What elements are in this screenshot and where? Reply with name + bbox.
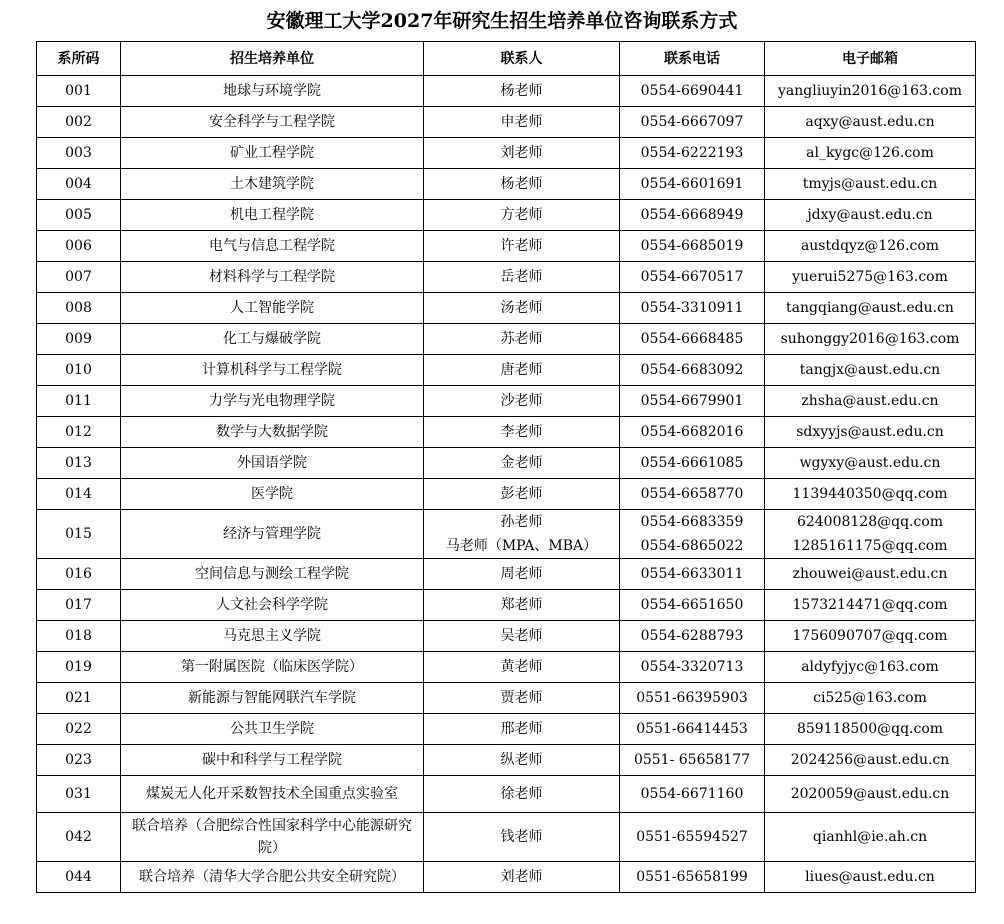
header-email: 电子邮箱 [765, 42, 976, 76]
cell-phone: 0554-6690441 [620, 76, 765, 107]
cell-phone-line: 0554-6865022 [640, 538, 744, 554]
cell-unit: 矿业工程学院 [121, 138, 424, 169]
cell-unit: 地球与环境学院 [121, 76, 424, 107]
cell-unit: 土木建筑学院 [121, 169, 424, 200]
cell-code: 013 [37, 448, 121, 479]
cell-unit: 新能源与智能网联汽车学院 [121, 683, 424, 714]
contact-table [36, 41, 976, 893]
cell-unit: 空间信息与测绘工程学院 [121, 559, 424, 590]
cell-contact: 许老师 [424, 231, 620, 262]
table-row [37, 355, 976, 386]
cell-phone: 0554-6679901 [620, 386, 765, 417]
cell-unit: 经济与管理学院 [121, 510, 424, 559]
cell-email: tangjx@aust.edu.cn [765, 355, 976, 386]
cell-phone: 0554-6668949 [620, 200, 765, 231]
cell-email: aldyfyjyc@163.com [765, 652, 976, 683]
cell-unit: 化工与爆破学院 [121, 324, 424, 355]
cell-contact: 李老师 [424, 417, 620, 448]
cell-code: 002 [37, 107, 121, 138]
cell-email: zhsha@aust.edu.cn [765, 386, 976, 417]
table-row [37, 479, 976, 510]
table-header-row [37, 42, 976, 76]
cell-code: 006 [37, 231, 121, 262]
cell-code: 023 [37, 745, 121, 776]
table-row [37, 200, 976, 231]
cell-code: 022 [37, 714, 121, 745]
cell-contact: 刘老师 [424, 138, 620, 169]
cell-email: 1756090707@qq.com [765, 621, 976, 652]
cell-email: suhonggy2016@163.com [765, 324, 976, 355]
cell-phone [620, 510, 765, 559]
cell-contact: 刘老师 [424, 862, 620, 893]
table-row [37, 776, 976, 813]
cell-phone: 0554-6288793 [620, 621, 765, 652]
cell-unit: 医学院 [121, 479, 424, 510]
cell-email: tangqiang@aust.edu.cn [765, 293, 976, 324]
cell-phone: 0554-6661085 [620, 448, 765, 479]
table-row [37, 862, 976, 893]
cell-phone: 0554-6685019 [620, 231, 765, 262]
cell-contact: 吴老师 [424, 621, 620, 652]
cell-code: 017 [37, 590, 121, 621]
cell-contact: 周老师 [424, 559, 620, 590]
cell-code: 004 [37, 169, 121, 200]
cell-unit: 电气与信息工程学院 [121, 231, 424, 262]
cell-email: 859118500@qq.com [765, 714, 976, 745]
header-phone: 联系电话 [620, 42, 765, 76]
cell-unit: 联合培养（合肥综合性国家科学中心能源研究院） [121, 813, 424, 862]
cell-code: 015 [37, 510, 121, 559]
table-row [37, 293, 976, 324]
cell-email [765, 510, 976, 559]
cell-phone: 0554-6683092 [620, 355, 765, 386]
cell-unit: 联合培养（清华大学合肥公共安全研究院） [121, 862, 424, 893]
cell-contact: 贾老师 [424, 683, 620, 714]
cell-email: al_kygc@126.com [765, 138, 976, 169]
cell-code: 008 [37, 293, 121, 324]
table-row [37, 510, 976, 559]
cell-email: 1573214471@qq.com [765, 590, 976, 621]
cell-unit: 计算机科学与工程学院 [121, 355, 424, 386]
cell-contact: 杨老师 [424, 169, 620, 200]
cell-email: austdqyz@126.com [765, 231, 976, 262]
cell-contact: 钱老师 [424, 813, 620, 862]
header-unit: 招生培养单位 [121, 42, 424, 76]
cell-email: qianhl@ie.ah.cn [765, 813, 976, 862]
cell-unit: 碳中和科学与工程学院 [121, 745, 424, 776]
cell-unit: 力学与光电物理学院 [121, 386, 424, 417]
cell-contact: 唐老师 [424, 355, 620, 386]
cell-email: tmyjs@aust.edu.cn [765, 169, 976, 200]
cell-email: 2020059@aust.edu.cn [765, 776, 976, 813]
table-row [37, 621, 976, 652]
cell-contact: 彭老师 [424, 479, 620, 510]
cell-contact: 金老师 [424, 448, 620, 479]
cell-phone: 0554-6670517 [620, 262, 765, 293]
cell-contact: 纵老师 [424, 745, 620, 776]
cell-email: liues@aust.edu.cn [765, 862, 976, 893]
cell-contact-line: 孙老师 [500, 514, 543, 530]
cell-email: jdxy@aust.edu.cn [765, 200, 976, 231]
cell-code: 042 [37, 813, 121, 862]
cell-email: yangliuyin2016@163.com [765, 76, 976, 107]
cell-phone: 0554-6668485 [620, 324, 765, 355]
cell-code: 019 [37, 652, 121, 683]
cell-contact: 郑老师 [424, 590, 620, 621]
table-row [37, 138, 976, 169]
cell-code: 001 [37, 76, 121, 107]
cell-contact: 沙老师 [424, 386, 620, 417]
cell-email-line: 1285161175@qq.com [792, 538, 948, 554]
cell-phone: 0554-6651650 [620, 590, 765, 621]
cell-contact: 邢老师 [424, 714, 620, 745]
cell-contact: 苏老师 [424, 324, 620, 355]
table-row [37, 448, 976, 479]
cell-contact: 方老师 [424, 200, 620, 231]
cell-email: ci525@163.com [765, 683, 976, 714]
table-body [37, 76, 976, 893]
cell-phone: 0551-65658199 [620, 862, 765, 893]
table-row [37, 324, 976, 355]
cell-unit: 数学与大数据学院 [121, 417, 424, 448]
page-title: 安徽理工大学2027年研究生招生培养单位咨询联系方式 [266, 10, 738, 32]
cell-phone: 0551-65594527 [620, 813, 765, 862]
table-row [37, 590, 976, 621]
cell-contact: 岳老师 [424, 262, 620, 293]
cell-phone: 0551-66395903 [620, 683, 765, 714]
table-row [37, 652, 976, 683]
cell-email: wgyxy@aust.edu.cn [765, 448, 976, 479]
cell-unit: 人文社会科学学院 [121, 590, 424, 621]
table-row [37, 386, 976, 417]
cell-code: 016 [37, 559, 121, 590]
cell-phone: 0554-6601691 [620, 169, 765, 200]
cell-phone: 0554-6667097 [620, 107, 765, 138]
cell-code: 014 [37, 479, 121, 510]
table-row [37, 169, 976, 200]
cell-phone: 0554-6658770 [620, 479, 765, 510]
cell-unit: 煤炭无人化开采数智技术全国重点实验室 [121, 776, 424, 813]
cell-code: 007 [37, 262, 121, 293]
cell-email: 1139440350@qq.com [765, 479, 976, 510]
cell-code: 012 [37, 417, 121, 448]
cell-email: yuerui5275@163.com [765, 262, 976, 293]
table-row [37, 107, 976, 138]
cell-code: 044 [37, 862, 121, 893]
table-row [37, 813, 976, 862]
table-row [37, 745, 976, 776]
table-row [37, 262, 976, 293]
cell-unit: 马克思主义学院 [121, 621, 424, 652]
cell-unit: 第一附属医院（临床医学院） [121, 652, 424, 683]
cell-unit: 材料科学与工程学院 [121, 262, 424, 293]
cell-email: 2024256@aust.edu.cn [765, 745, 976, 776]
cell-email: aqxy@aust.edu.cn [765, 107, 976, 138]
cell-phone: 0554-6682016 [620, 417, 765, 448]
cell-phone: 0554-3310911 [620, 293, 765, 324]
cell-contact: 申老师 [424, 107, 620, 138]
cell-code: 009 [37, 324, 121, 355]
table-row [37, 714, 976, 745]
cell-phone: 0554-6222193 [620, 138, 765, 169]
cell-phone: 0551-66414453 [620, 714, 765, 745]
cell-code: 010 [37, 355, 121, 386]
cell-code: 021 [37, 683, 121, 714]
cell-unit: 外国语学院 [121, 448, 424, 479]
table-row [37, 231, 976, 262]
cell-unit: 机电工程学院 [121, 200, 424, 231]
table-row [37, 559, 976, 590]
cell-email: sdxyyjs@aust.edu.cn [765, 417, 976, 448]
table-row [37, 76, 976, 107]
cell-contact: 杨老师 [424, 76, 620, 107]
cell-unit: 安全科学与工程学院 [121, 107, 424, 138]
cell-unit: 公共卫生学院 [121, 714, 424, 745]
table-row [37, 417, 976, 448]
cell-phone-line: 0554-6683359 [640, 514, 744, 530]
cell-phone: 0554-6633011 [620, 559, 765, 590]
header-code: 系所码 [37, 42, 121, 76]
cell-phone: 0554-6671160 [620, 776, 765, 813]
cell-phone: 0554-3320713 [620, 652, 765, 683]
cell-phone: 0551- 65658177 [620, 745, 765, 776]
table-row [37, 683, 976, 714]
cell-email: zhouwei@aust.edu.cn [765, 559, 976, 590]
cell-contact [424, 510, 620, 559]
cell-email-line: 624008128@qq.com [796, 514, 944, 530]
cell-contact: 徐老师 [424, 776, 620, 813]
cell-contact: 汤老师 [424, 293, 620, 324]
cell-code: 011 [37, 386, 121, 417]
cell-contact: 黄老师 [424, 652, 620, 683]
cell-unit: 人工智能学院 [121, 293, 424, 324]
cell-code: 003 [37, 138, 121, 169]
cell-code: 005 [37, 200, 121, 231]
header-contact: 联系人 [424, 42, 620, 76]
cell-contact-line: 马老师（MPA、MBA） [445, 538, 598, 554]
cell-code: 018 [37, 621, 121, 652]
cell-code: 031 [37, 776, 121, 813]
